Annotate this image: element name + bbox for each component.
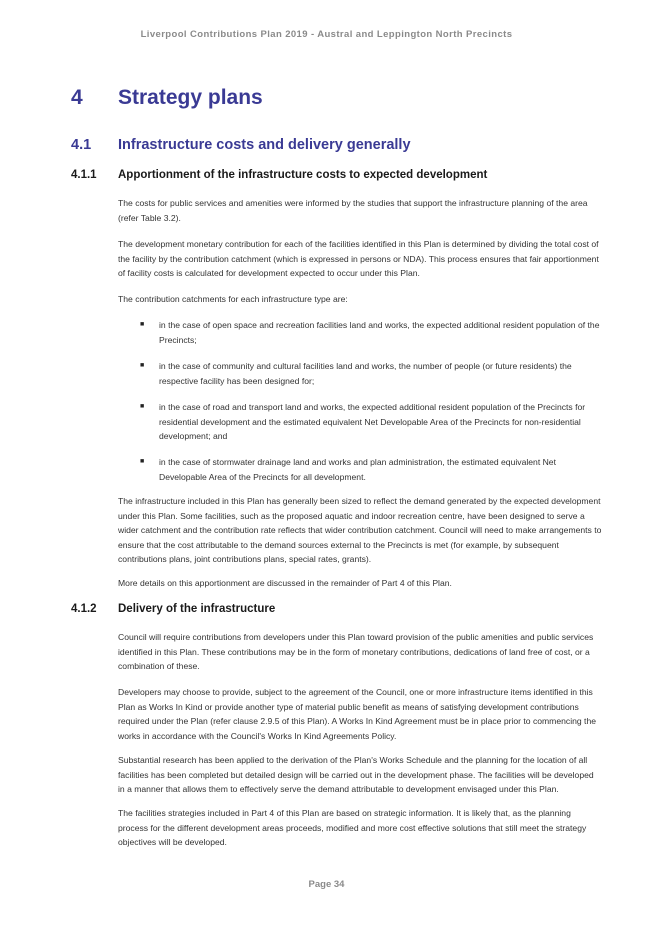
paragraph: The development monetary contribution for each of the facilities identified in this Plan is determined by dividing the total cost of the facility by the contribution catchment (which is expressed in persons or NDA). This process ensures that fair apportionment of facility costs is calculated for development expected to occur under this Plan. — [118, 239, 599, 279]
paragraph: The contribution catchments for each infrastructure type are: — [118, 294, 348, 304]
paragraph: The infrastructure included in this Plan has generally been sized to reflect the demand generated by the expected development under this Plan. Some facilities, such as the proposed aquatic and indoor recreation centre, have been designed to serve a wider catchment and the contribution rate reflects that wider contribution catchment. Council will need to make arrangements to ensure that the cost attributable to the demand sources external to the Precincts is met (for example, by subsequent contributions plans, joint contributions plans, special rates, grants). — [118, 496, 602, 565]
subsubsection-heading-4-1-1 — [71, 169, 487, 181]
bullet-text: in the case of road and transport land and works, the expected additional resident population of the Precincts for residential development and the estimated equivalent Net Developable Area of the Precincts for non-residential development; and — [159, 402, 586, 442]
section-title: Strategy plans — [118, 86, 263, 109]
running-header: Liverpool Contributions Plan 2019 - Austral and Leppington North Precincts — [140, 29, 513, 40]
subsubsection-title: Apportionment of the infrastructure costs to expected development — [118, 169, 488, 181]
paragraph: The costs for public services and amenities were informed by the studies that support the infrastructure planning of the area (refer Table 3.2). — [118, 198, 588, 223]
bullet-item — [118, 455, 602, 484]
bullet-item — [118, 318, 602, 347]
bullet-item — [118, 400, 602, 444]
bullet-text: in the case of open space and recreation facilities land and works, the expected additional resident population of the Precincts; — [159, 320, 600, 345]
subsection-number: 4.1 — [71, 137, 92, 153]
page-number: Page 34 — [308, 879, 345, 890]
bullet-marker: ■ — [140, 362, 145, 369]
paragraph: Council will require contributions from developers under this Plan toward provision of the public amenities and public services identified in this Plan. These contributions may be in the form of monetary contributions, dedications of land free of cost, or a combination of these. — [118, 632, 594, 672]
paragraph: Developers may choose to provide, subject to the agreement of the Council, one or more infrastructure items identified in this Plan as Works In Kind or provide another type of material public benefit as means of satisfying development contributions required under the Plan (refer clause 2.9.5 of this Plan). A Works In Kind Agreement must be in place prior to commencing the works in accordance with the Council's Works In Kind Agreements Policy. — [118, 687, 597, 741]
paragraph: Substantial research has been applied to the derivation of the Plan's Works Schedule and the planning for the location of all facilities has been completed but detailed design will be carried out in the development phase. The facilities will be developed in a manner that allows them to effectively serve the demand attributable to development envisaged under this Plan. — [118, 755, 594, 795]
bullet-marker: ■ — [140, 403, 145, 410]
subsubsection-number: 4.1.1 — [71, 169, 97, 181]
subsubsection-heading-4-1-2 — [71, 603, 275, 615]
bullet-marker: ■ — [140, 321, 145, 328]
section-heading — [71, 86, 263, 110]
subsubsection-number: 4.1.2 — [71, 603, 97, 615]
subsection-title: Infrastructure costs and delivery generally — [118, 137, 411, 153]
paragraph: More details on this apportionment are discussed in the remainder of Part 4 of this Plan. — [118, 578, 452, 588]
paragraph: The facilities strategies included in Part 4 of this Plan are based on strategic information. It is likely that, as the planning process for the different development areas proceeds, modified and more cost effective solutions that still meet the strategy objectives will be developed. — [118, 808, 587, 848]
bullet-item — [118, 359, 602, 388]
bullet-marker: ■ — [140, 458, 145, 465]
bullet-text: in the case of stormwater drainage land and works and plan administration, the estimated equivalent Net Developable Area of the Precincts for all development. — [159, 457, 556, 482]
section-number: 4 — [71, 86, 83, 109]
bullet-text: in the case of community and cultural facilities land and works, the number of people (or future residents) the respective facility has been designed for; — [159, 361, 572, 386]
subsubsection-title: Delivery of the infrastructure — [118, 603, 276, 615]
subsection-heading — [71, 137, 411, 153]
